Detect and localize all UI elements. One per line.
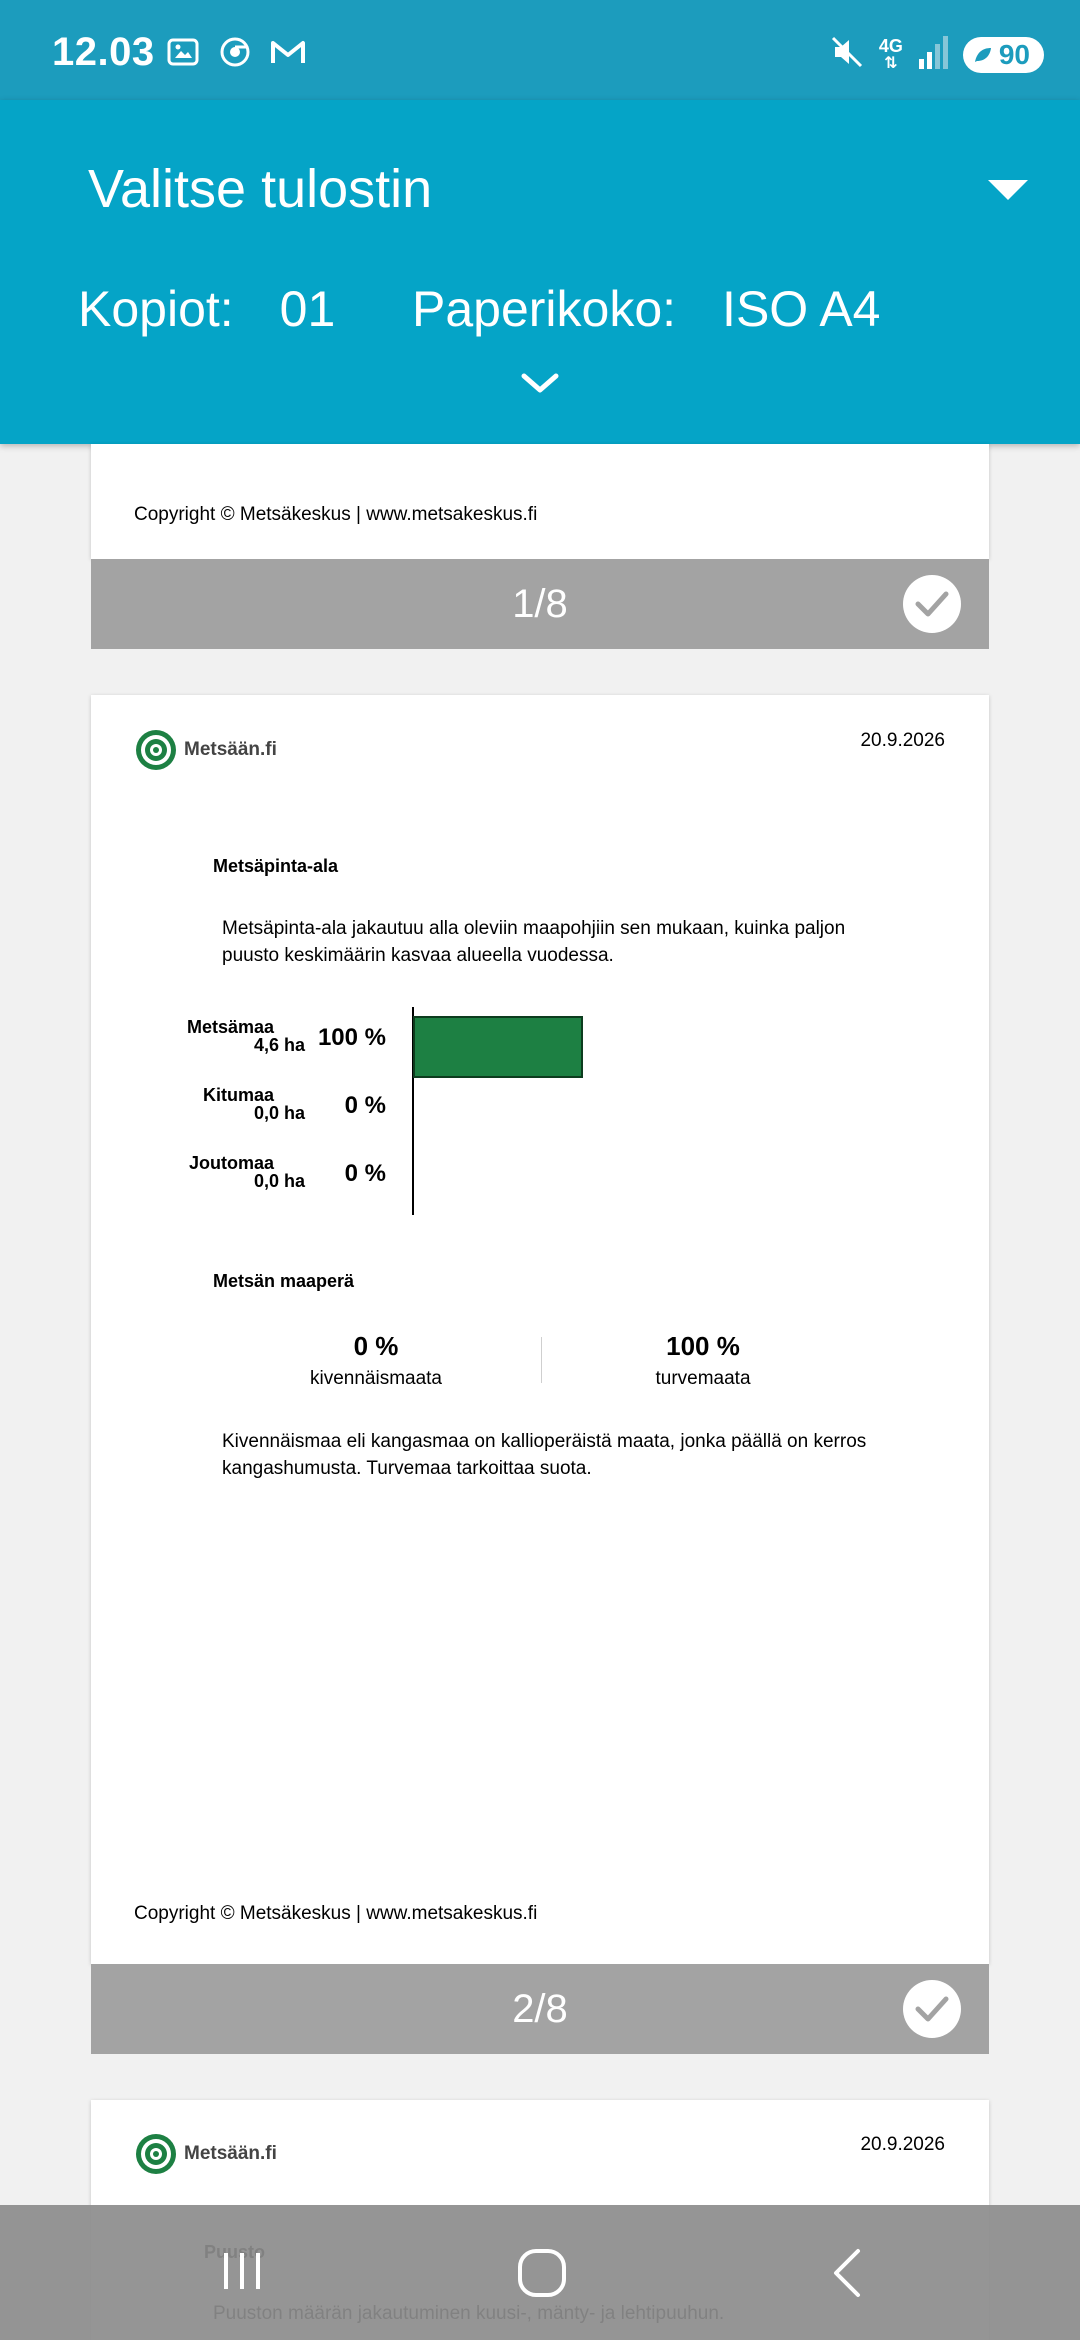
paper-size-option[interactable] [412, 280, 880, 338]
chart-category-label: Joutomaa [188, 1153, 274, 1173]
chart-category-area: 4,6 ha [253, 1035, 305, 1055]
page-2-selected-check-icon[interactable] [903, 1980, 961, 2038]
expand-options-icon[interactable] [520, 372, 560, 401]
soil-peat-percent: 100 % [666, 1331, 740, 1361]
home-button[interactable] [516, 2247, 568, 2304]
metsaan-logo [134, 728, 277, 772]
soil-divider [541, 1337, 542, 1383]
printer-dropdown-icon[interactable] [988, 180, 1028, 200]
soil-mineral-percent: 0 % [353, 1331, 399, 1361]
printer-select[interactable]: Valitse tulostin [88, 159, 433, 219]
soil-peat-label: turvemaata [655, 1368, 751, 1389]
chart-category-area: 0,0 ha [253, 1171, 305, 1191]
copies-option[interactable] [78, 280, 335, 338]
home-icon [516, 2247, 568, 2299]
back-button[interactable] [828, 2247, 868, 2304]
chart-value-label: 100 % [317, 1024, 386, 1051]
chart-value-label: 0 % [344, 1092, 386, 1119]
page-preview-2[interactable] [91, 695, 989, 1964]
network-type: 4G ⇅ [878, 35, 903, 72]
back-icon [828, 2247, 868, 2299]
chart-bar [413, 1016, 583, 1078]
page-preview-1[interactable] [91, 444, 989, 559]
print-options-panel [0, 100, 1080, 444]
chart-category-label: Metsämaa [186, 1017, 274, 1037]
page-1-footer[interactable] [91, 559, 989, 649]
page-number: 1/8 [512, 581, 568, 626]
gmail-icon [269, 37, 307, 72]
area-section-title: Metsäpinta-ala [213, 856, 339, 876]
recent-apps-button[interactable] [218, 2247, 266, 2300]
copies-label: Kopiot: [78, 281, 234, 337]
chart-category-area: 0,0 ha [253, 1103, 305, 1123]
screenshot-icon [165, 36, 201, 73]
paper-size-value[interactable]: ISO A4 [722, 281, 881, 337]
battery-indicator [963, 37, 1044, 73]
soil-peat [573, 1331, 833, 1390]
chart-value-label: 0 % [344, 1160, 386, 1187]
paper-size-label: Paperikoko: [412, 281, 677, 337]
copies-value[interactable]: 01 [279, 281, 336, 337]
notification-icons [165, 36, 307, 73]
mute-icon [829, 34, 865, 75]
logo-text: Metsään.fi [184, 739, 277, 760]
recent-apps-icon [218, 2247, 266, 2295]
page-date: 20.9.2026 [860, 2134, 945, 2155]
system-icons [829, 34, 1044, 75]
copyright-text: Copyright © Metsäkeskus | www.metsakeskus.fi [134, 1903, 538, 1924]
network-label: 4G [878, 35, 903, 56]
chart-category-label: Kitumaa [202, 1085, 274, 1105]
page-date: 20.9.2026 [860, 730, 945, 751]
soil-section-title: Metsän maaperä [213, 1271, 355, 1291]
page-1-selected-check-icon[interactable] [903, 575, 961, 633]
page-2-footer[interactable] [91, 1964, 989, 2054]
chrome-icon [219, 36, 251, 73]
soil-mineral-label: kivennäismaata [309, 1368, 443, 1389]
area-description: Metsäpinta-ala jakautuu alla oleviin maapohjiin sen mukaan, kuinka paljon puusto keskimäärin kasvaa alueella vuodessa. [222, 918, 846, 966]
page-number: 2/8 [512, 1986, 568, 2031]
battery-leaf-icon [973, 39, 993, 71]
navigation-bar [0, 2205, 1080, 2340]
status-bar [0, 0, 1080, 100]
copyright-text: Copyright © Metsäkeskus | www.metsakeskus.fi [134, 504, 538, 525]
logo-text: Metsään.fi [184, 2143, 277, 2164]
metsaan-logo [134, 2132, 277, 2176]
signal-icon [917, 35, 949, 74]
soil-mineral [246, 1331, 506, 1390]
metsaan-logo-icon [134, 2132, 178, 2176]
battery-level: 90 [998, 38, 1030, 70]
metsaan-logo-icon [134, 728, 178, 772]
soil-description: Kivennäismaa eli kangasmaa on kallioperäistä maata, jonka päällä on kerros kangashumusta. Turvemaa tarkoittaa suota. [222, 1431, 867, 1479]
status-time: 12.03 [52, 30, 155, 74]
